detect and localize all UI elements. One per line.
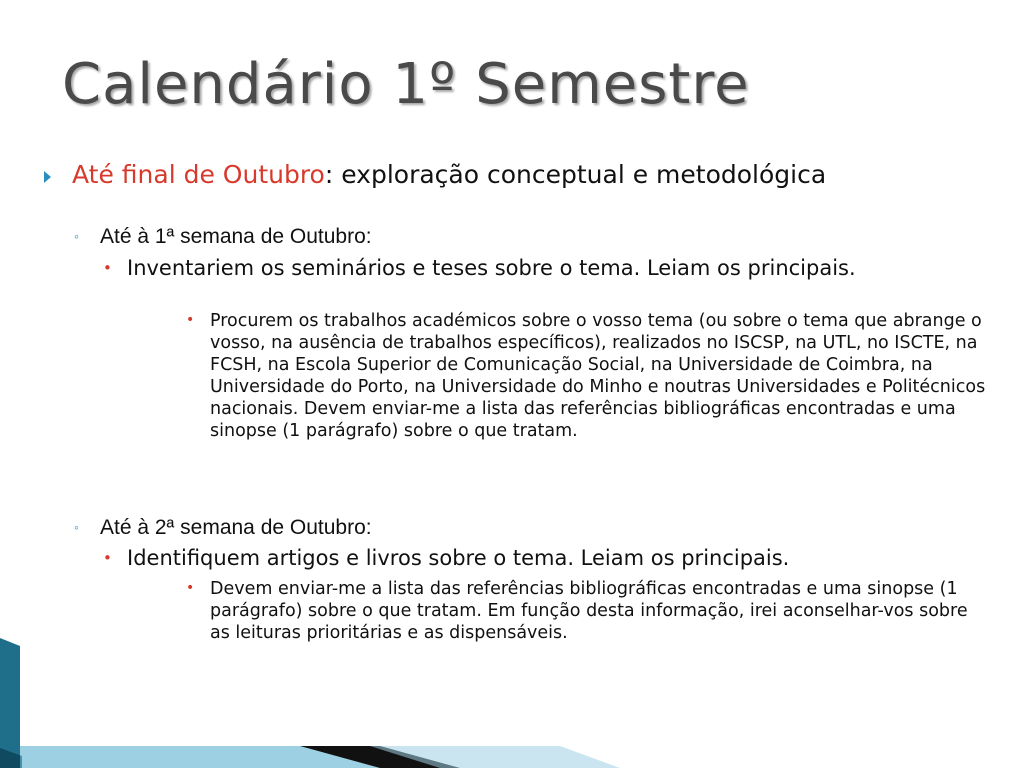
section-heading-text: Até à 2ª semana de Outubro: bbox=[100, 516, 372, 539]
main-highlight: Até final de Outubro bbox=[72, 160, 325, 189]
main-rest: : exploração conceptual e metodológica bbox=[324, 160, 827, 189]
slide-title: Calendário 1º Semestre bbox=[62, 52, 750, 117]
list-item bbox=[103, 256, 863, 281]
dot-bullet-icon: • bbox=[103, 549, 112, 567]
detail-item-text: Procurem os trabalhos académicos sobre o vosso tema (ou sobre o tema que abrange o vosso, na ausência de trabalhos específicos), realizados no ISCSP, na UTL, no ISCTE, na FCSH, na Escola Superior de Comunicação Social, na Universidade de Coimbra, na Universidade do Porto, na Universidade do Minho e noutras Universidades e Politécnicos nacionais. Devem enviar-me a lista das referências bibliográficas encontradas e uma sinopse (1 parágrafo) sobre o que tratam. bbox=[210, 311, 986, 441]
detail-item-text: Devem enviar-me a lista das referências bibliográficas encontradas e uma sinopse (1 parágrafo) sobre o que tratam. Em função desta informação, irei aconselhar-vos sobre as leituras prioritárias e as dispensáveis. bbox=[210, 579, 968, 643]
list-item-text: Identifiquem artigos e livros sobre o tema. Leiam os principais. bbox=[127, 546, 790, 570]
arrow-bullet-icon bbox=[44, 171, 51, 183]
circle-bullet-icon: ◦ bbox=[74, 228, 79, 244]
left-teal-band bbox=[0, 638, 20, 768]
dot-bullet-icon: • bbox=[186, 580, 195, 596]
list-item-text: Inventariem os seminários e teses sobre o tema. Leiam os principais. bbox=[127, 256, 856, 280]
circle-bullet-icon: ◦ bbox=[74, 519, 79, 535]
dot-bullet-icon: • bbox=[103, 259, 112, 277]
detail-item bbox=[186, 578, 976, 644]
section-heading-text: Até à 1ª semana de Outubro: bbox=[100, 225, 372, 248]
list-item bbox=[103, 546, 903, 571]
bottom-decoration bbox=[0, 638, 1024, 768]
dot-bullet-icon: • bbox=[186, 312, 195, 328]
detail-item bbox=[186, 310, 986, 442]
